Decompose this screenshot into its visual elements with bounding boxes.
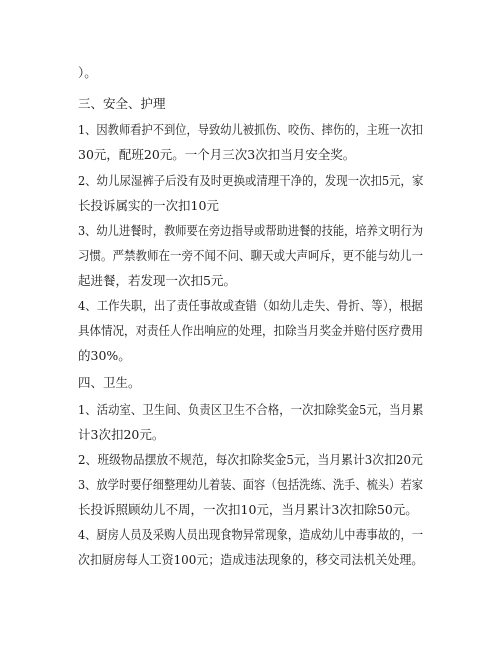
text-line-8: 习惯。严禁教师在一旁不闻不问、聊天或大声呵斥，更不能与幼儿一 bbox=[78, 248, 424, 263]
text-line-9: 起进餐，若发现一次扣5元。 bbox=[78, 273, 236, 288]
text-line-11: 具体情况，对责任人作出响应的处理，扣除当月奖金并赔付医疗费用 bbox=[78, 323, 424, 338]
text-line-1: ）。 bbox=[78, 65, 97, 80]
text-line-5: 2、幼儿尿湿裤子后没有及时更换或清理干净的，发现一次扣5元，家 bbox=[78, 173, 424, 188]
section-heading-safety: 三、安全、护理 bbox=[78, 96, 166, 111]
text-line-14: 1、活动室、卫生间、负责区卫生不合格，一次扣除奖金5元，当月累 bbox=[78, 402, 424, 417]
text-line-17: 3、放学时要仔细整理幼儿着装、面容（包括洗练、洗手、梳头）若家 bbox=[78, 477, 423, 492]
text-line-12: 的30%。 bbox=[78, 348, 131, 363]
text-line-6: 长投诉属实的一次扣10元 bbox=[78, 198, 219, 213]
text-line-10: 4、工作失职，出了责任事故或查错（如幼儿走失、骨折、等），根据 bbox=[78, 298, 423, 313]
section-heading-hygiene: 四、卫生。 bbox=[78, 375, 141, 390]
text-line-7: 3、幼儿进餐时，教师要在旁边指导或帮助进餐的技能，培养文明行为 bbox=[78, 223, 423, 238]
text-line-19: 4、厨房人员及采购人员出现食物异常现象，造成幼儿中毒事故的，一 bbox=[78, 527, 423, 542]
text-line-20: 次扣厨房每人工资100元；造成违法现象的，移交司法机关处理。 bbox=[78, 552, 424, 567]
text-line-3: 1、因教师看护不到位，导致幼儿被抓伤、咬伤、摔伤的，主班一次扣 bbox=[78, 122, 423, 137]
text-line-4: 30元，配班20元。一个月三次3次扣当月安全奖。 bbox=[78, 147, 356, 162]
text-line-18: 长投诉照顾幼儿不周，一次扣10元，当月累计3次扣除50元。 bbox=[78, 502, 418, 517]
text-line-15: 计3次扣20元。 bbox=[78, 427, 165, 442]
text-line-16: 2、班级物品摆放不规范，每次扣除奖金5元，当月累计3次扣20元 bbox=[78, 452, 423, 467]
